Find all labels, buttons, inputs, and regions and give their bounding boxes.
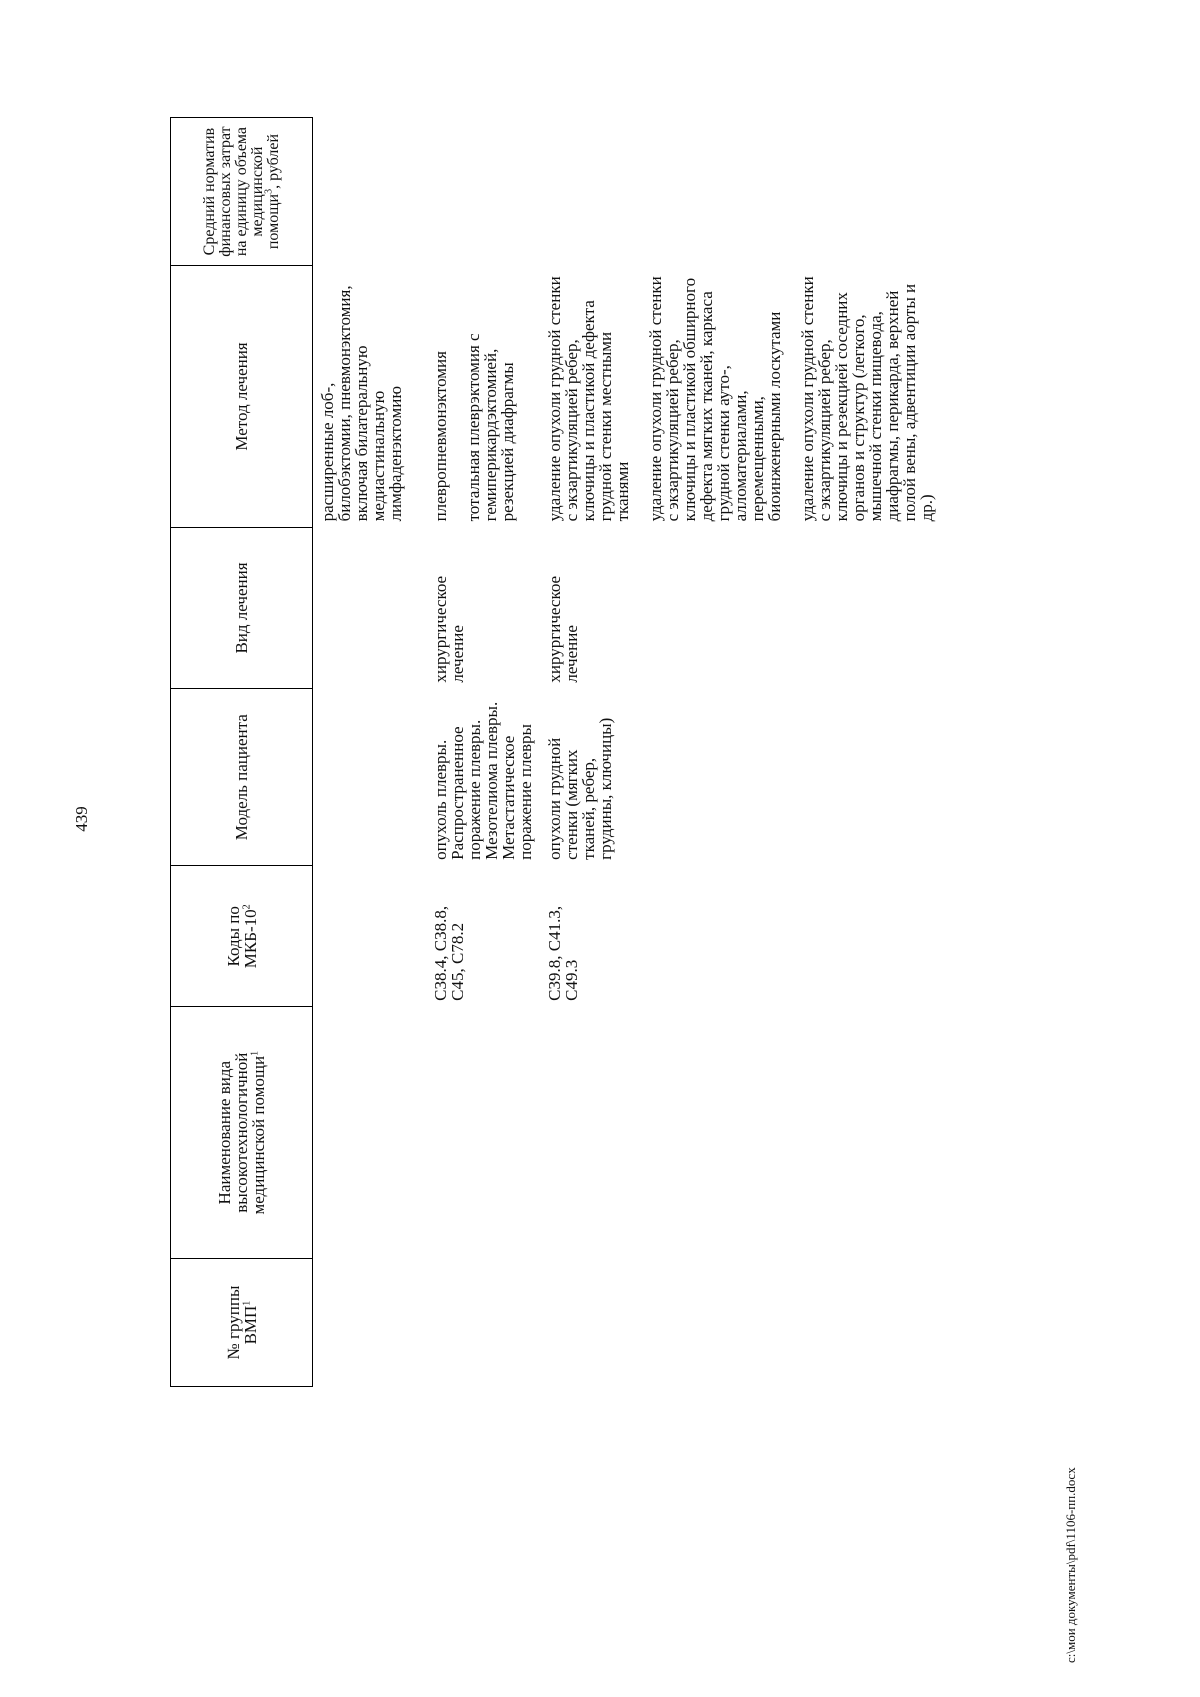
cell-cost <box>426 118 540 266</box>
table-header-row <box>171 118 313 1387</box>
cell-method <box>313 266 427 528</box>
header-cost: Средний норматив финансовых затрат на единицу объема медицинской помощи$^3$, рублей <box>171 118 313 266</box>
cell-model <box>313 689 427 866</box>
table-row <box>426 118 540 1387</box>
method-item: плевропневмонэктомия <box>431 351 450 522</box>
vmp-table <box>170 117 957 1387</box>
method-item: удаление опухоли грудной стенки с экзартикуляцией ребер, ключицы и резекцией соседних органов и структур (легкого, мышечной стенки пищевода, диафрагмы, перикарда, верхней полой вены, адвентиции аорты и др.) <box>798 276 936 522</box>
cell-model: опухоль плевры. Распространенное поражение плевры. Мезотелиома плевры. Метастатическое поражение плевры <box>431 701 535 860</box>
header-name: Наименование вида высокотехнологичной медицинской помощи$^1$ <box>171 1007 313 1259</box>
cell-method <box>426 266 540 528</box>
cell-type: хирургическое лечение <box>431 575 467 683</box>
cell-name <box>313 1007 427 1259</box>
cell-type <box>313 527 427 688</box>
method-item: тотальная плеврэктомия с гемиперикардэктомией, резекцией диафрагмы <box>464 333 517 522</box>
cell-codes <box>313 866 427 1007</box>
cell-method <box>540 266 957 528</box>
cell-cost <box>313 118 427 266</box>
cell-cost <box>540 118 957 266</box>
header-treatment-type: Вид лечения <box>171 527 313 688</box>
header-group-no: № группы ВМП$^1$ <box>171 1259 313 1387</box>
cell-codes: C38.4, C38.8, C45, C78.2 <box>431 905 467 1001</box>
cell-group-no <box>313 1259 427 1387</box>
table-row <box>313 118 427 1387</box>
table-row <box>540 118 957 1387</box>
header-codes: Коды по МКБ-$10^2$ <box>171 866 313 1007</box>
cell-model: опухоли грудной стенки (мягких тканей, ребер, грудины, ключицы) <box>545 717 615 860</box>
cell-group-no <box>540 1259 957 1387</box>
header-patient-model: Модель пациента <box>171 689 313 866</box>
cell-type: хирургическое лечение <box>545 575 581 683</box>
cell-codes: C39.8, C41.3, C49.3 <box>545 905 581 1001</box>
page-number: 439 <box>72 806 91 832</box>
method-item: расширенные лоб-, билобэктомии, пневмонэктомия, включая билатеральную медиастинальную лимфаденэктомию <box>318 285 405 522</box>
header-treatment-method: Метод лечения <box>171 266 313 528</box>
method-item: удаление опухоли грудной стенки с экзартикуляцией ребер, ключицы и пластикой обширного дефекта мягких тканей, каркаса грудной стенки ауто-, алломатериалами, перемещенными, биоинженерными лоскутами <box>646 276 784 522</box>
cell-group-no <box>426 1259 540 1387</box>
footer-file-path: c:\мои документы\pdf\1106-пп.docx <box>1063 1467 1078 1663</box>
method-item: удаление опухоли грудной стенки с экзартикуляцией ребер, ключицы и пластикой дефекта грудной стенки местными тканями <box>545 276 632 522</box>
cell-name <box>426 1007 540 1259</box>
cell-name <box>540 1007 957 1259</box>
